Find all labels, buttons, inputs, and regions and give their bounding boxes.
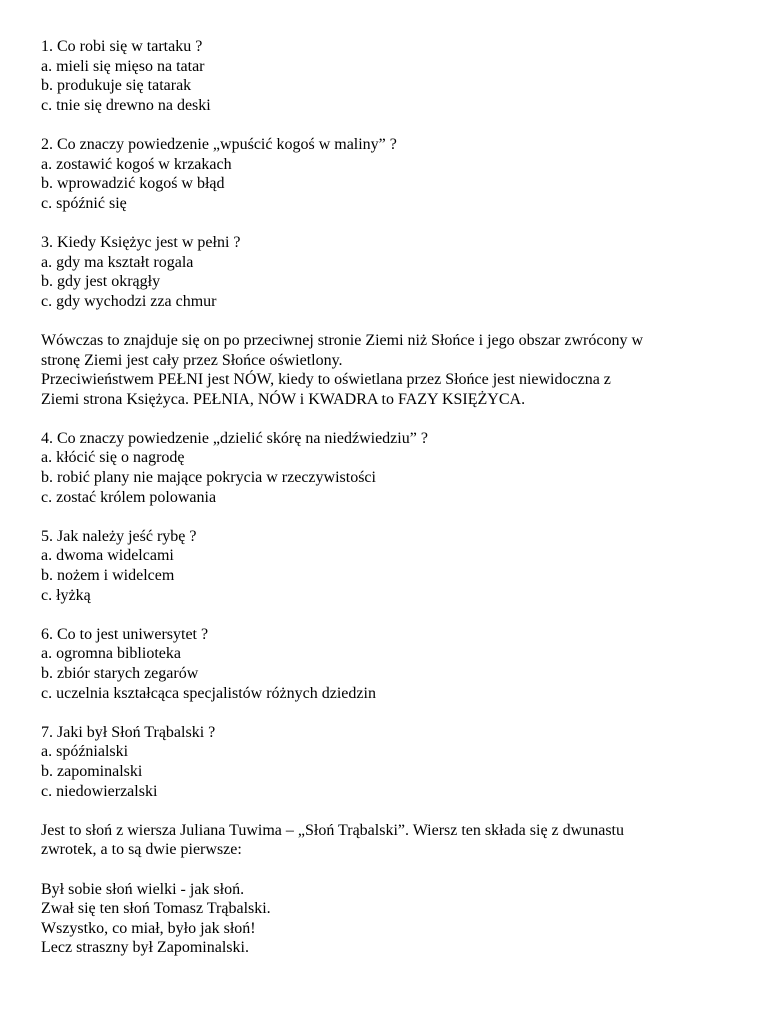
answer-option: a. gdy ma kształt rogala [41,253,194,271]
answer-option: b. produkuje się tatarak [41,77,192,95]
answer-option: a. ogromna biblioteka [41,645,181,663]
question-text: 5. Jak należy jeść rybę ? [41,527,197,545]
poem-note-paragraph [41,821,731,860]
paragraph-line: zwrotek, a to są dwie pierwsze: [41,841,242,859]
poem-line: Zwał się ten słoń Tomasz Trąbalski. [41,900,271,918]
spacer [41,507,731,527]
answer-option: c. uczelnia kształcąca specjalistów różnych dziedzin [41,684,376,702]
poem-line: Był sobie słoń wielki - jak słoń. [41,880,245,898]
paragraph-line: Wówczas to znajduje się on po przeciwnej stronie Ziemi niż Słońce i jego obszar zwrócony w [41,331,644,349]
question-text: 7. Jaki był Słoń Trąbalski ? [41,723,216,741]
question-text: 6. Co to jest uniwersytet ? [41,625,209,643]
paragraph-line: Ziemi strona Księżyca. PEŁNIA, NÓW i KWADRA to FAZY KSIĘŻYCA. [41,390,526,408]
paragraph-line: Jest to słoń z wiersza Juliana Tuwima – „Słoń Trąbalski”. Wiersz ten składa się z dwunastu [41,821,624,839]
answer-option: c. gdy wychodzi zza chmur [41,292,217,310]
spacer [41,213,731,233]
answer-option: c. spóźnić się [41,194,127,212]
answer-option: b. zbiór starych zegarów [41,665,199,682]
spacer [41,801,731,821]
question-block-3 [41,233,731,311]
spacer [41,115,731,135]
answer-option: a. kłócić się o nagrodę [41,449,185,467]
question-block-2 [41,135,731,213]
question-block-4 [41,429,731,507]
answer-option: b. robić plany nie mające pokrycia w rzeczywistości [41,469,376,487]
answer-option: a. zostawić kogoś w krzakach [41,155,232,173]
poem-line: Wszystko, co miał, było jak słoń! [41,919,256,937]
moon-explanation-paragraph [41,331,731,409]
question-text: 3. Kiedy Księżyc jest w pełni ? [41,233,241,251]
answer-option: a. dwoma widelcami [41,547,174,565]
paragraph-line: stronę Ziemi jest cały przez Słońce oświetlony. [41,351,343,369]
answer-option: c. tnie się drewno na deski [41,96,211,114]
question-text: 4. Co znaczy powiedzenie „dzielić skórę na niedźwiedziu” ? [41,429,428,447]
answer-option: b. gdy jest okrągły [41,273,161,291]
spacer [41,409,731,429]
spacer [41,703,731,723]
answer-option: a. spóźnialski [41,743,129,761]
answer-option: c. zostać królem polowania [41,488,217,506]
paragraph-line: Przeciwieństwem PEŁNI jest NÓW, kiedy to oświetlana przez Słońce jest niewidoczna z [41,371,611,389]
document-page [41,37,731,958]
spacer [41,311,731,331]
question-block-5 [41,527,731,605]
answer-option: c. łyżką [41,586,91,604]
answer-option: b. nożem i widelcem [41,567,175,585]
poem-stanza [41,880,731,958]
spacer [41,860,731,880]
answer-option: a. mieli się mięso na tatar [41,57,205,75]
question-text: 1. Co robi się w tartaku ? [41,38,203,55]
question-block-7 [41,723,731,801]
question-block-1 [41,37,731,115]
answer-option: b. wprowadzić kogoś w błąd [41,175,225,193]
spacer [41,605,731,625]
answer-option: c. niedowierzalski [41,782,158,800]
answer-option: b. zapominalski [41,762,143,780]
question-text: 2. Co znaczy powiedzenie „wpuścić kogoś w maliny” ? [41,135,397,153]
poem-line: Lecz straszny był Zapominalski. [41,939,249,957]
question-block-6 [41,625,731,703]
